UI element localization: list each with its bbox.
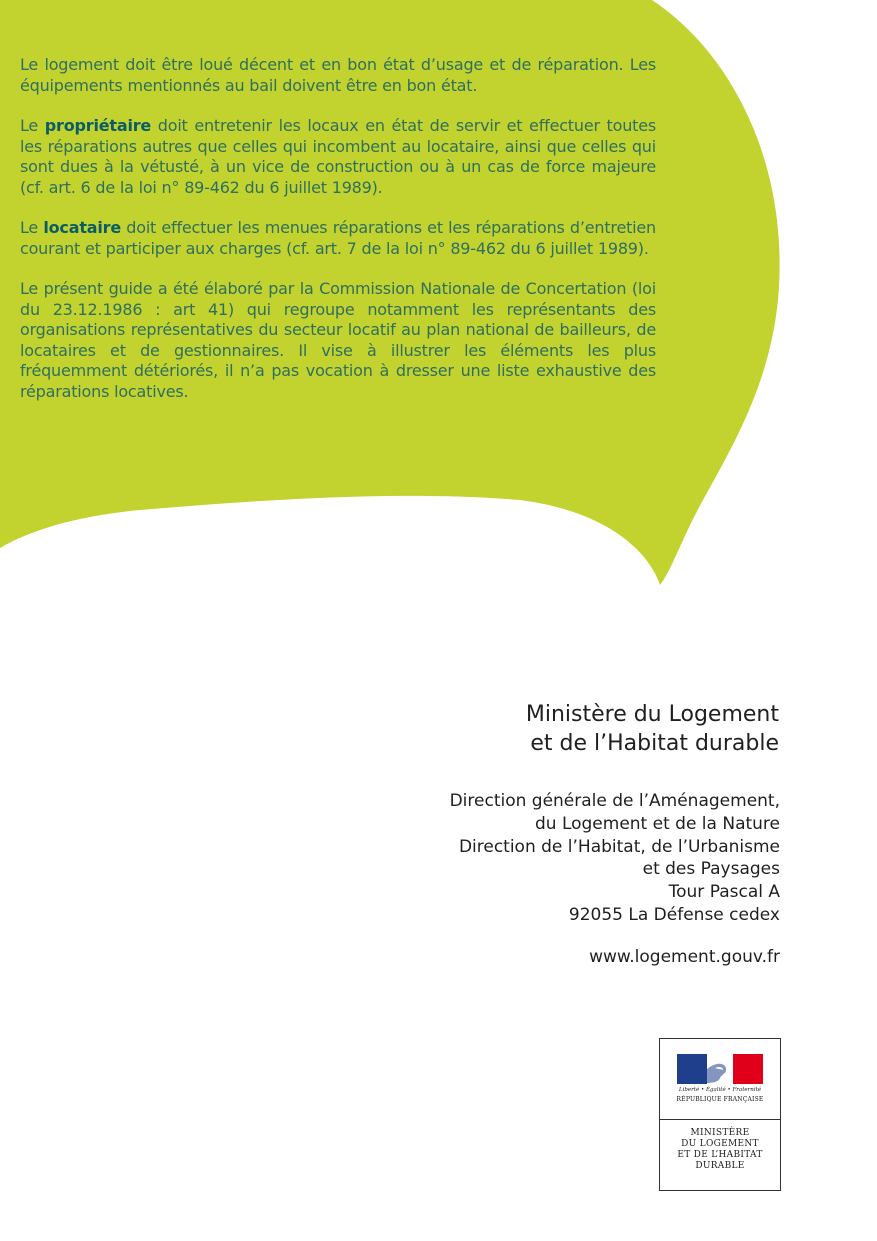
- republique-francaise-label: RÉPUBLIQUE FRANÇAISE: [676, 1096, 764, 1103]
- intro-paragraph-2: Le propriétaire doit entretenir les locaux en état de servir et effectuer toutes les réparations autres que celles qui incombent au locataire, ainsi que celles qui sont dues à la vétusté, à un vice de construction ou à un cas de force majeure (cf. art. 6 de la loi n° 89-462 du 6 juillet 1989).: [20, 116, 656, 197]
- republic-motto: Liberté • Égalité • Fraternité: [678, 1087, 762, 1093]
- intro-text-block: [20, 55, 656, 422]
- marianne-flag-icon: [677, 1054, 763, 1084]
- tenant-term: locataire: [43, 218, 121, 237]
- intro-paragraph-4: Le présent guide a été élaboré par la Commission Nationale de Concertation (loi du 23.12.1986 : art 41) qui regroupe notamment les représentants des organisations représentatives du secteur locatif au plan national de bailleurs, de locataires et de gestionnaires. Il vise à illustrer les éléments les plus fréquemment détériorés, il n’a pas vocation à dresser une liste exhaustive des réparations locatives.: [20, 279, 656, 401]
- intro-paragraph-3: Le locataire doit effectuer les menues réparations et les réparations d’entretien courant et participer aux charges (cf. art. 7 de la loi n° 89-462 du 6 juillet 1989).: [20, 218, 656, 258]
- republique-francaise-logo: [659, 1038, 781, 1191]
- ministry-name: Ministère du Logement et de l’Habitat durable: [525, 702, 779, 756]
- postal-address: Direction générale de l’Aménagement, du Logement et de la Nature Direction de l’Habitat, de l’Urbanisme et des Paysages Tour Pascal A 92055 La Défense cedex: [449, 791, 780, 925]
- intro-paragraph-1: Le logement doit être loué décent et en bon état d’usage et de réparation. Les équipements mentionnés au bail doivent être en bon état.: [20, 55, 656, 95]
- logo-ministry-name: MINISTÈRE DU LOGEMENT ET DE L’HABITAT DURABLE: [677, 1128, 763, 1171]
- website-link[interactable]: www.logement.gouv.fr: [589, 947, 780, 967]
- owner-term: propriétaire: [44, 116, 152, 135]
- marianne-block: [660, 1039, 780, 1120]
